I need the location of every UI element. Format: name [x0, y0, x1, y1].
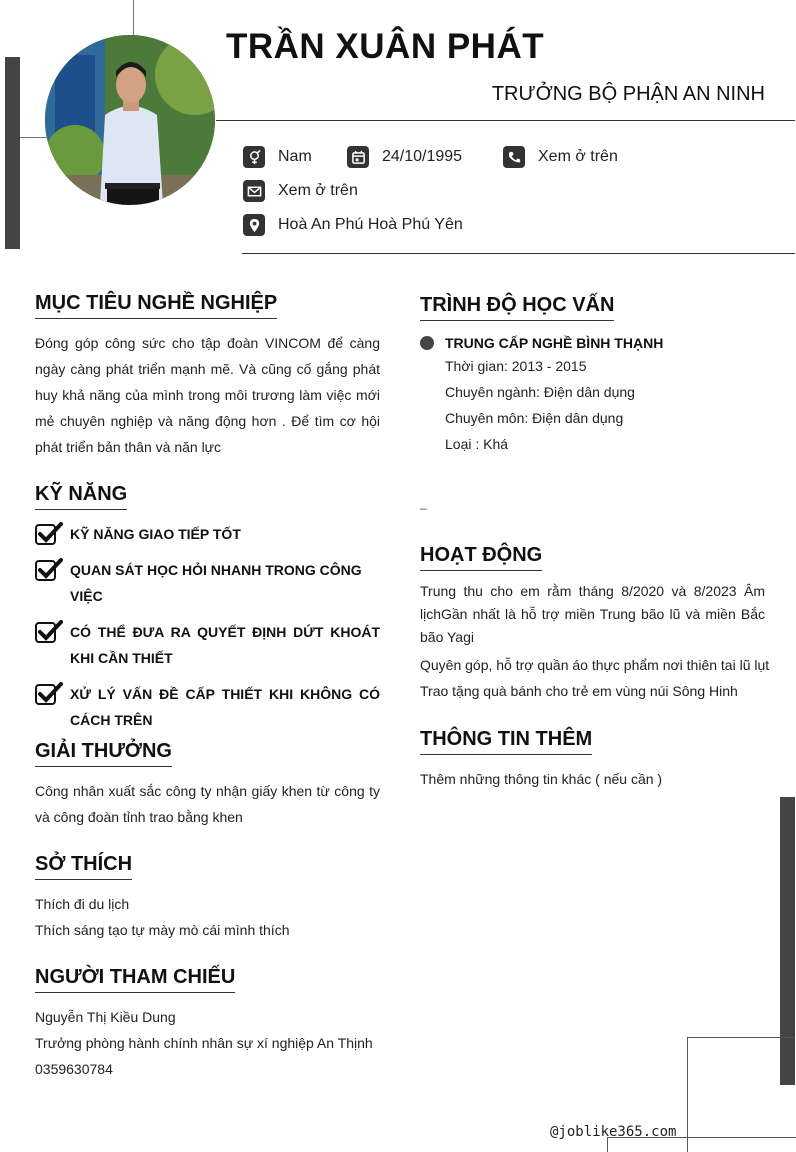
skills-title: KỸ NĂNG: [35, 483, 127, 510]
reference-position: Trưởng phòng hành chính nhân sự xí nghiệp An Thịnh: [35, 1035, 373, 1051]
gender-icon: [243, 146, 265, 168]
education-school: TRUNG CẤP NGHỀ BÌNH THẠNH: [445, 335, 664, 351]
activity-item: Quyên góp, hỗ trợ quần áo thực phẩm nơi thiên tai lũ lụt: [420, 657, 770, 673]
job-title: TRƯỞNG BỘ PHẬN AN NINH: [491, 83, 765, 105]
education-title: TRÌNH ĐỘ HỌC VẤN: [420, 294, 614, 321]
education-specialty: Chuyên môn: Điện dân dụng: [445, 410, 624, 426]
extra-text: Thêm những thông tin khác ( nếu cần ): [420, 771, 663, 787]
avatar: [45, 35, 215, 205]
candidate-name: TRẦN XUÂN PHÁT: [226, 27, 545, 66]
hobby-item: Thích đi du lịch: [35, 896, 130, 912]
skill-label: XỬ LÝ VẤN ĐỀ CẤP THIẾT KHI KHÔNG CÓ CÁCH TRÊN: [70, 686, 380, 728]
info-email: [243, 180, 358, 202]
awards-text: Công nhân xuất sắc công ty nhận giấy khen từ công ty và công đoàn tỉnh trao bằng khen: [35, 783, 380, 825]
hobby-item: Thích sáng tạo tự mày mò cái mình thích: [35, 922, 290, 938]
education-time: Thời gian: 2013 - 2015: [445, 358, 587, 374]
checkbox-checked-icon: [35, 682, 63, 706]
skill-item: [35, 619, 380, 671]
header-divider: [216, 120, 795, 121]
phone-icon: [503, 146, 525, 168]
activities-list: [420, 580, 770, 704]
info-birthdate: [347, 146, 462, 168]
decor-corner-box: [687, 1037, 795, 1152]
birthdate-value: 24/10/1995: [382, 148, 463, 165]
hobbies-title: SỞ THÍCH: [35, 853, 132, 880]
contact-divider: [242, 253, 795, 254]
reference-name: Nguyễn Thị Kiều Dung: [35, 1009, 176, 1025]
mail-icon: [243, 180, 265, 202]
activity-item: Trao tặng quà bánh cho trẻ em vùng núi Sông Hinh: [420, 683, 738, 699]
decor-bar-left: [5, 57, 20, 249]
extra-title: THÔNG TIN THÊM: [420, 728, 592, 755]
education-dash: _: [420, 496, 427, 510]
education-grade: Loại : Khá: [445, 436, 509, 452]
info-address: [243, 214, 463, 236]
location-icon: [243, 214, 265, 236]
skill-label: KỸ NĂNG GIAO TIẾP TỐT: [70, 526, 241, 542]
skill-item: [35, 681, 380, 733]
phone-value: Xem ở trên: [538, 148, 618, 165]
education-details: [445, 353, 635, 457]
info-gender: [243, 146, 312, 168]
reference-phone: 0359630784: [35, 1061, 113, 1077]
skills-list: [35, 521, 380, 733]
checkbox-checked-icon: [35, 558, 63, 582]
footer-site: @joblike365.com: [550, 1124, 677, 1140]
email-value: Xem ở trên: [278, 182, 358, 199]
education-major: Chuyên ngành: Điện dân dụng: [445, 384, 635, 400]
decor-line-top: [133, 0, 134, 38]
references-title: NGƯỜI THAM CHIẾU: [35, 966, 235, 993]
objective-text: Đóng góp công sức cho tập đoàn VINCOM để càng ngày càng phát triển mạnh mẽ. Và cũng cố gắng phát huy khả năng của mình trong môi trương làm việc mới mẻ chuyên nghiệp và năng động hơn . Để tìm cơ hội phát triển bản thân và năn lực: [35, 335, 380, 455]
bullet-dot-icon: [420, 336, 434, 350]
info-phone: [503, 146, 618, 168]
hobbies-list: [35, 891, 289, 943]
awards-title: GIẢI THƯỞNG: [35, 740, 172, 767]
skill-item: [35, 521, 380, 547]
skill-item: [35, 557, 380, 609]
activities-title: HOẠT ĐỘNG: [420, 544, 542, 571]
gender-value: Nam: [278, 148, 312, 165]
skill-label: CÓ THỂ ĐƯA RA QUYẾT ĐỊNH DỨT KHOÁT KHI CẦN THIẾT: [70, 624, 380, 666]
calendar-icon: [347, 146, 369, 168]
address-value: Hoà An Phú Hoà Phú Yên: [278, 216, 463, 233]
objective-title: MỤC TIÊU NGHỀ NGHIỆP: [35, 292, 277, 319]
checkbox-checked-icon: [35, 522, 63, 546]
skill-label: QUAN SÁT HỌC HỎI NHANH TRONG CÔNG VIỆC: [70, 562, 362, 604]
decor-line-photo: [20, 137, 50, 138]
activity-item: Trung thu cho em rằm tháng 8/2020 và 8/2023 Âm lịchGần nhất là hỗ trợ miền Trung bão lũ và miền Bắc bão Yagi: [420, 583, 765, 645]
references-list: [35, 1004, 373, 1082]
checkbox-checked-icon: [35, 620, 63, 644]
